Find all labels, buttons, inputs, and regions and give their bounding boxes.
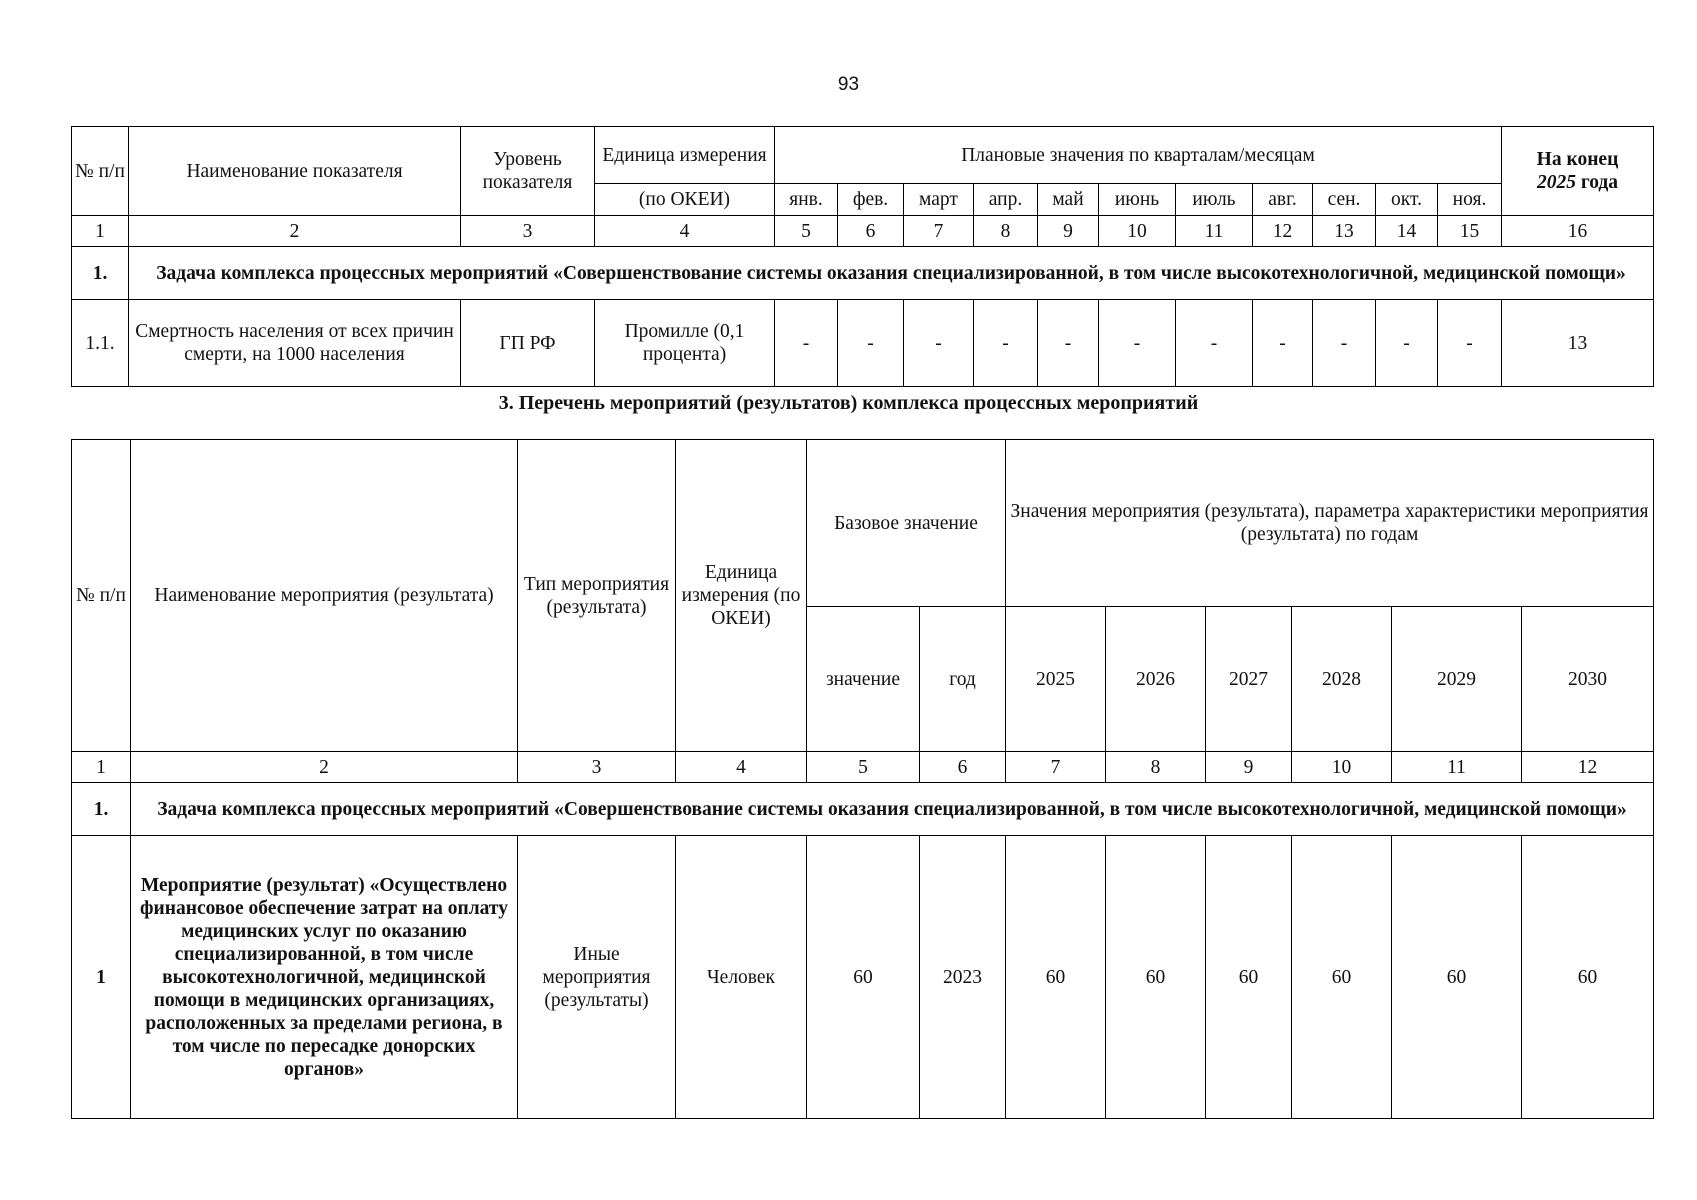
row-num: 1.1. [72,300,129,387]
header-year-values: Значения мероприятия (результата), параметра характеристики мероприятия (результата) по годам [1006,440,1654,607]
column-number: 8 [1106,752,1206,783]
column-number: 6 [838,216,904,247]
column-number: 2 [131,752,518,783]
header-month: апр. [974,184,1038,216]
column-number: 5 [775,216,838,247]
header-unit: Единица измерения [595,127,775,184]
column-number: 10 [1099,216,1176,247]
header-month: ноя. [1438,184,1502,216]
column-number: 3 [461,216,595,247]
row-end-value: 13 [1502,300,1654,387]
row-month-value: - [1253,300,1313,387]
header-year: 2028 [1292,607,1392,752]
header-base-value-value: значение [807,607,920,752]
header-end-year-suffix: года [1580,172,1619,193]
header-month: фев. [838,184,904,216]
column-number: 1 [72,216,129,247]
column-number: 11 [1392,752,1522,783]
header-year: 2030 [1522,607,1654,752]
row-year-value: 60 [1292,836,1392,1119]
column-number: 11 [1176,216,1253,247]
header-year: 2026 [1106,607,1206,752]
row-month-value: - [904,300,974,387]
header-num: № п/п [72,440,131,752]
header-end-year [1502,127,1654,216]
row-unit: Промилле (0,1 процента) [595,300,775,387]
row-indicator-name: Смертность населения от всех причин смерти, на 1000 населения [129,300,461,387]
row-unit: Человек [676,836,807,1119]
column-number: 6 [920,752,1006,783]
section-title: 3. Перечень мероприятий (результатов) комплекса процессных мероприятий [498,392,1199,414]
column-number: 4 [676,752,807,783]
header-end-year-prefix: На конец [1536,149,1619,170]
row-year-value: 60 [1006,836,1106,1119]
column-number: 2 [129,216,461,247]
header-month: июль [1176,184,1253,216]
row-year-value: 60 [1522,836,1654,1119]
row-year-value: 60 [1206,836,1292,1119]
header-month: июнь [1099,184,1176,216]
header-unit-okei: (по ОКЕИ) [595,184,775,216]
row-month-value: - [1313,300,1376,387]
column-number: 1 [72,752,131,783]
column-number: 7 [904,216,974,247]
task-num: 1. [72,783,131,836]
row-month-value: - [1376,300,1438,387]
header-month: май [1038,184,1099,216]
header-month: сен. [1313,184,1376,216]
row-month-value: - [775,300,838,387]
column-number: 16 [1502,216,1654,247]
column-number: 12 [1522,752,1654,783]
row-base-value: 60 [807,836,920,1119]
activities-table [71,439,1654,1119]
header-level: Уровень показателя [461,127,595,216]
header-base-value-year: год [920,607,1006,752]
row-month-value: - [1176,300,1253,387]
row-level: ГП РФ [461,300,595,387]
header-base-value: Базовое значение [807,440,1006,607]
row-month-value: - [1099,300,1176,387]
row-month-value: - [974,300,1038,387]
header-activity-name: Наименование мероприятия (результата) [131,440,518,752]
header-month: март [904,184,974,216]
column-number: 15 [1438,216,1502,247]
header-indicator-name: Наименование показателя [129,127,461,216]
header-activity-type: Тип мероприятия (результата) [518,440,676,752]
header-month: окт. [1376,184,1438,216]
header-month: авг. [1253,184,1313,216]
row-year-value: 60 [1392,836,1522,1119]
row-activity-type: Иные мероприятия (результаты) [518,836,676,1119]
task-title: Задача комплекса процессных мероприятий «Совершенствование системы оказания специализированной, в том числе высокотехнологичной, медицинской помощи» [131,783,1654,836]
column-number: 13 [1313,216,1376,247]
header-year: 2025 [1006,607,1106,752]
column-number: 3 [518,752,676,783]
row-month-value: - [1438,300,1502,387]
row-num: 1 [72,836,131,1119]
column-number: 4 [595,216,775,247]
row-activity-name: Мероприятие (результат) «Осуществлено финансовое обеспечение затрат на оплату медицинских услуг по оказанию специализированной, в том числе высокотехнологичной, медицинской помощи в медицинских организациях, расположенных за пределами региона, в том числе по пересадке донорских органов» [131,836,518,1119]
row-base-year: 2023 [920,836,1006,1119]
row-year-value: 60 [1106,836,1206,1119]
row-month-value: - [838,300,904,387]
header-num: № п/п [72,127,129,216]
column-number: 14 [1376,216,1438,247]
header-unit: Единица измерения (по ОКЕИ) [676,440,807,752]
header-year: 2027 [1206,607,1292,752]
column-number: 9 [1206,752,1292,783]
column-number: 9 [1038,216,1099,247]
task-title: Задача комплекса процессных мероприятий «Совершенствование системы оказания специализированной, в том числе высокотехнологичной, медицинской помощи» [129,247,1654,300]
header-month: янв. [775,184,838,216]
header-year: 2029 [1392,607,1522,752]
header-plan-values: Плановые значения по кварталам/месяцам [775,127,1502,184]
row-month-value: - [1038,300,1099,387]
column-number: 12 [1253,216,1313,247]
column-number: 8 [974,216,1038,247]
column-number: 5 [807,752,920,783]
column-number: 7 [1006,752,1106,783]
task-num: 1. [72,247,129,300]
indicators-table [71,126,1654,387]
column-number: 10 [1292,752,1392,783]
page-number: 93 [837,74,860,95]
header-end-year-year: 2025 [1536,172,1576,193]
